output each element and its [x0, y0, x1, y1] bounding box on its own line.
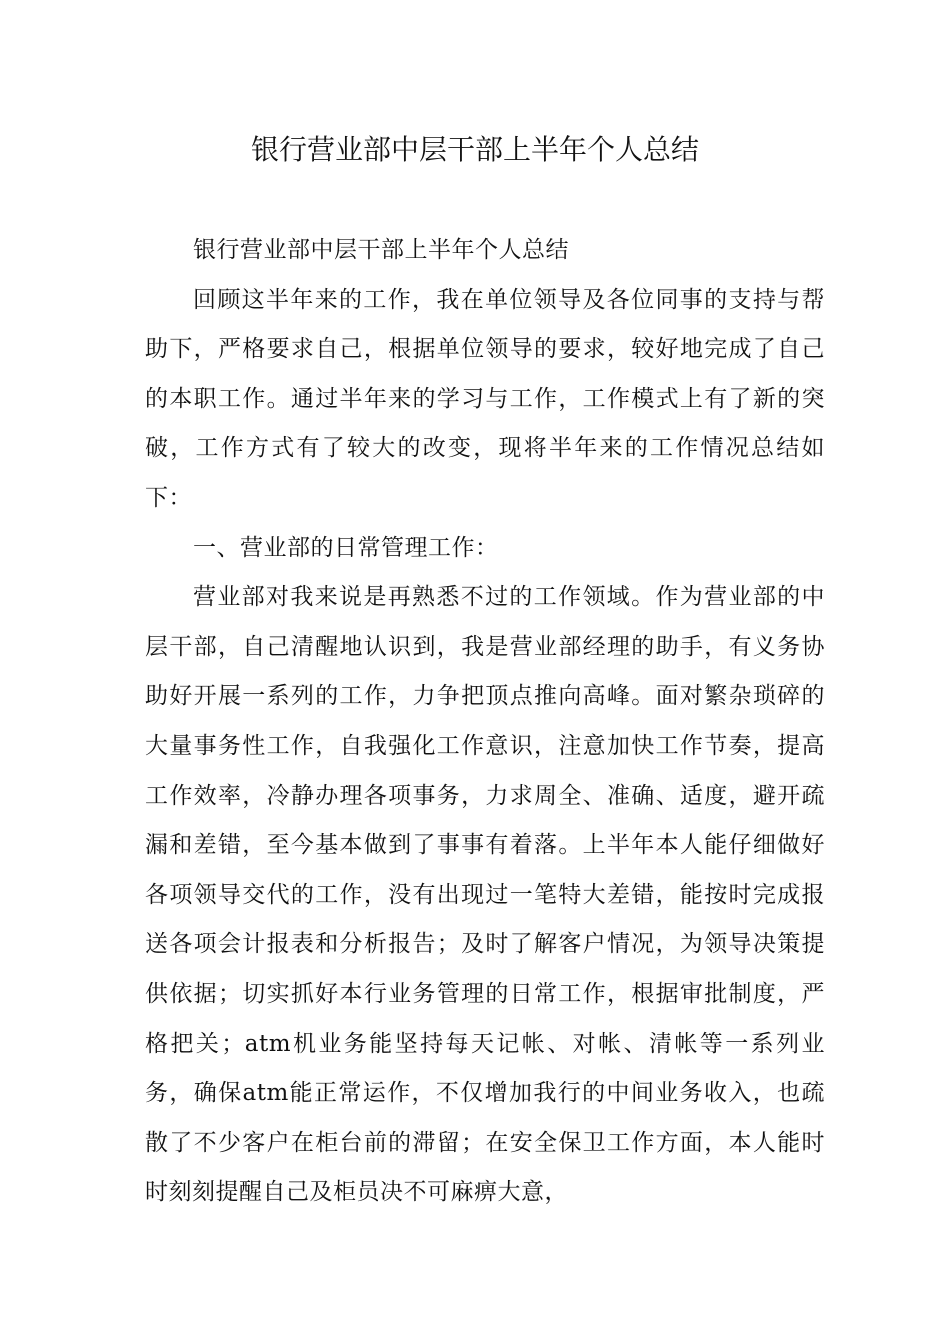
section-heading: 一、营业部的日常管理工作：	[193, 534, 499, 561]
document-body	[145, 226, 825, 1218]
body-paragraph-subtitle: 银行营业部中层干部上半年个人总结	[193, 237, 569, 263]
document-title: 银行营业部中层干部上半年个人总结	[250, 133, 699, 166]
body-paragraph-intro: 回顾这半年来的工作，我在单位领导及各位同事的支持与帮助下，严格要求自己，根据单位领导的要求，较好地完成了自己的本职工作。通过半年来的学习与工作，工作模式上有了新的突破，工作方式有了较大的改变，现将半年来的工作情况总结如下：	[145, 286, 825, 511]
body-paragraph-daily-management: 营业部对我来说是再熟悉不过的工作领域。作为营业部的中层干部，自己清醒地认识到，我是营业部经理的助手，有义务协助好开展一系列的工作，力争把顶点推向高峰。面对繁杂琐碎的大量事务性工作，自我强化工作意识，注意加快工作节奏，提高工作效率，冷静办理各项事务，力求周全、准确、适度，避开疏漏和差错，至今基本做到了事事有着落。上半年本人能仔细做好各项领导交代的工作，没有出现过一笔特大差错，能按时完成报送各项会计报表和分析报告；及时了解客户情况，为领导决策提供依据；切实抓好本行业务管理的日常工作，根据审批制度，严格把关；atm机业务能坚持每天记帐、对帐、清帐等一系列业务，确保atm能正常运作，不仅增加我行的中间业务收入，也疏散了不少客户在柜台前的滞留；在安全保卫工作方面，本人能时时刻刻提醒自己及柜员决不可麻痹大意，	[145, 584, 825, 1206]
